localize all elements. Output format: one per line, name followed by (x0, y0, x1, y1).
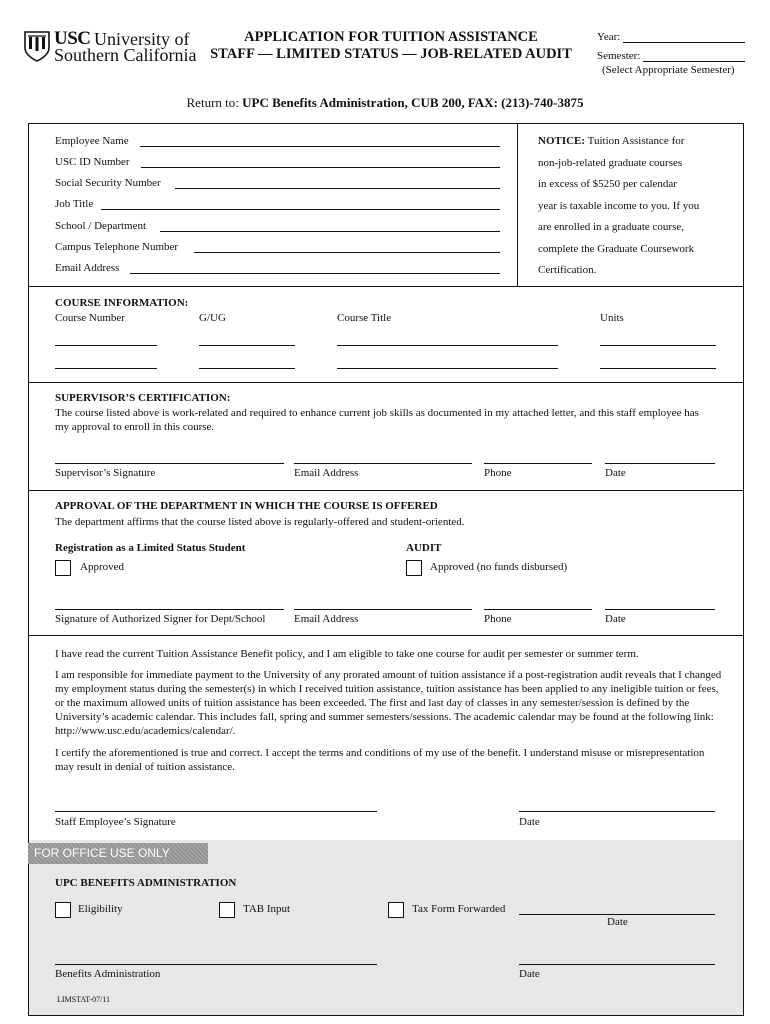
section-divider-3 (28, 490, 743, 491)
employee-date-field[interactable] (519, 811, 715, 812)
form-title-line2: STAFF — LIMITED STATUS — JOB-RELATED AUDIT (210, 46, 572, 62)
course-heading: COURSE INFORMATION: (55, 297, 189, 309)
audit-heading: AUDIT (406, 542, 442, 554)
dept-signature-field[interactable] (55, 609, 284, 610)
supervisor-date-field[interactable] (605, 463, 715, 464)
units-field-2[interactable] (600, 368, 716, 369)
notice-line-1: non-job-related graduate courses (538, 156, 683, 169)
registration-approved-checkbox[interactable] (55, 560, 71, 576)
tax-form-date-label: Date (607, 916, 628, 928)
registration-approved-label: Approved (80, 561, 124, 573)
eligibility-label: Eligibility (78, 903, 123, 915)
benefits-admin-label: Benefits Administration (55, 968, 161, 980)
logo-usc-text: USC (54, 28, 91, 49)
return-prefix: Return to: (186, 95, 239, 110)
section-divider-2 (28, 382, 743, 383)
job-title-field[interactable] (101, 209, 500, 210)
form-title-line1: APPLICATION FOR TUITION ASSISTANCE (244, 29, 538, 45)
course-number-field-1[interactable] (55, 345, 157, 346)
job-title-label: Job Title (55, 198, 94, 210)
semester-field[interactable] (643, 61, 745, 62)
supervisor-phone-field[interactable] (484, 463, 592, 464)
course-number-field-2[interactable] (55, 368, 157, 369)
benefits-admin-signature-field[interactable] (55, 964, 377, 965)
benefits-admin-date-field[interactable] (519, 964, 715, 965)
notice-title: NOTICE: (538, 135, 586, 147)
notice-line-5: complete the Graduate Coursework (538, 242, 695, 255)
gug-field-2[interactable] (199, 368, 295, 369)
registration-heading: Registration as a Limited Status Student (55, 542, 246, 554)
supervisor-sig-label: Supervisor’s Signature (55, 467, 156, 479)
office-heading: UPC BENEFITS ADMINISTRATION (55, 877, 237, 889)
form-code: LIMSTAT-07/11 (57, 995, 110, 1004)
school-dept-field[interactable] (160, 231, 500, 232)
notice-line-2: in excess of $5250 per calendar (538, 178, 677, 190)
notice-line-4: are enrolled in a graduate course, (538, 221, 684, 233)
dept-sig-label: Signature of Authorized Signer for Dept/School (55, 613, 266, 625)
usc-logo (24, 28, 197, 66)
tab-input-checkbox[interactable] (219, 902, 235, 918)
ssn-field[interactable] (175, 188, 500, 189)
col-course-number: Course Number (55, 312, 125, 324)
notice-line-3: year is taxable income to you. If you (538, 199, 700, 212)
campus-phone-field[interactable] (194, 252, 500, 253)
usc-seal-icon (24, 30, 50, 62)
supervisor-date-label: Date (605, 467, 626, 479)
tab-input-label: TAB Input (243, 903, 291, 915)
employee-name-field[interactable] (140, 146, 500, 147)
notice (538, 131, 738, 282)
dept-phone-field[interactable] (484, 609, 592, 610)
col-units: Units (600, 312, 624, 324)
audit-approved-checkbox[interactable] (406, 560, 422, 576)
school-dept-label: School / Department (55, 220, 147, 232)
logo-line2: Southern California (54, 45, 197, 65)
office-use-tab: FOR OFFICE USE ONLY (28, 843, 208, 864)
audit-approved-label: Approved (no funds disbursed) (430, 561, 568, 573)
department-text: The department affirms that the course listed above is regularly-offered and student-oriented. (55, 516, 465, 528)
dept-date-field[interactable] (605, 609, 715, 610)
employee-name-label: Employee Name (55, 135, 129, 147)
eligibility-checkbox[interactable] (55, 902, 71, 918)
employee-signature-field[interactable] (55, 811, 377, 812)
supervisor-phone-label: Phone (484, 467, 512, 479)
cert-paragraph-2: I am responsible for immediate payment to the University of any prorated amount of tuition assistance if a post-registration audit reveals that I changed my employment status during the semester(s) in which I received tuition assistance, tuition assistance has been applied to any ineligible tuition or fees, or the maximum allowed units of tuition assistance has been exceeded. The first and last day of classes in any semester/session is defined by the University’s academic calendar. This includes fall, spring and summer semesters/sessions. The academic calendar may be found at the following link: http://www.usc.edu/academics/calendar/. (55, 669, 722, 737)
supervisor-heading: SUPERVISOR’S CERTIFICATION: (55, 392, 231, 404)
year-field[interactable] (623, 42, 745, 43)
campus-phone-label: Campus Telephone Number (55, 241, 179, 253)
section-divider-4 (28, 635, 743, 636)
tax-form-date-field[interactable] (519, 914, 715, 915)
year-label: Year: (597, 31, 621, 43)
employee-sig-label: Staff Employee’s Signature (55, 816, 176, 828)
return-to (0, 95, 770, 111)
tax-form-label: Tax Form Forwarded (412, 903, 506, 915)
notice-divider (517, 123, 518, 286)
semester-note: (Select Appropriate Semester) (602, 64, 735, 76)
return-address: UPC Benefits Administration, CUB 200, FAX: (213)-740-3875 (242, 95, 584, 110)
notice-line-6: Certification. (538, 264, 597, 276)
dept-date-label: Date (605, 613, 626, 625)
gug-field-1[interactable] (199, 345, 295, 346)
supervisor-email-label: Email Address (294, 467, 359, 479)
cert-paragraph-1: I have read the current Tuition Assistance Benefit policy, and I am eligible to take one course for audit per semester or summer term. (55, 648, 639, 660)
employee-date-label: Date (519, 816, 540, 828)
course-title-field-2[interactable] (337, 368, 558, 369)
course-title-field-1[interactable] (337, 345, 558, 346)
dept-email-label: Email Address (294, 613, 359, 625)
semester-label: Semester: (597, 50, 641, 62)
section-divider-1 (28, 286, 743, 287)
logo-line1: University of (94, 29, 190, 49)
department-heading: APPROVAL OF THE DEPARTMENT IN WHICH THE COURSE IS OFFERED (55, 500, 438, 512)
supervisor-signature-field[interactable] (55, 463, 284, 464)
units-field-1[interactable] (600, 345, 716, 346)
email-field[interactable] (130, 273, 500, 274)
dept-email-field[interactable] (294, 609, 472, 610)
cert-paragraph-3: I certify the aforementioned is true and correct. I accept the terms and conditions of my use of the benefit. I understand misuse or misrepresentation may result in denial of tuition assistance. (55, 747, 705, 773)
supervisor-email-field[interactable] (294, 463, 472, 464)
supervisor-text: The course listed above is work-related and required to enhance current job skills as documented in my attached letter, and this staff employee has my approval to enroll in this course. (55, 407, 699, 433)
col-course-title: Course Title (337, 312, 392, 324)
col-gug: G/UG (199, 312, 226, 324)
email-label: Email Address (55, 262, 120, 274)
usc-id-field[interactable] (141, 167, 500, 168)
usc-id-label: USC ID Number (55, 156, 130, 168)
notice-line-0: Tuition Assistance for (587, 135, 685, 147)
tax-form-checkbox[interactable] (388, 902, 404, 918)
benefits-admin-date-label: Date (519, 968, 540, 980)
office-use-panel (28, 840, 744, 1016)
ssn-label: Social Security Number (55, 177, 161, 189)
dept-phone-label: Phone (484, 613, 512, 625)
